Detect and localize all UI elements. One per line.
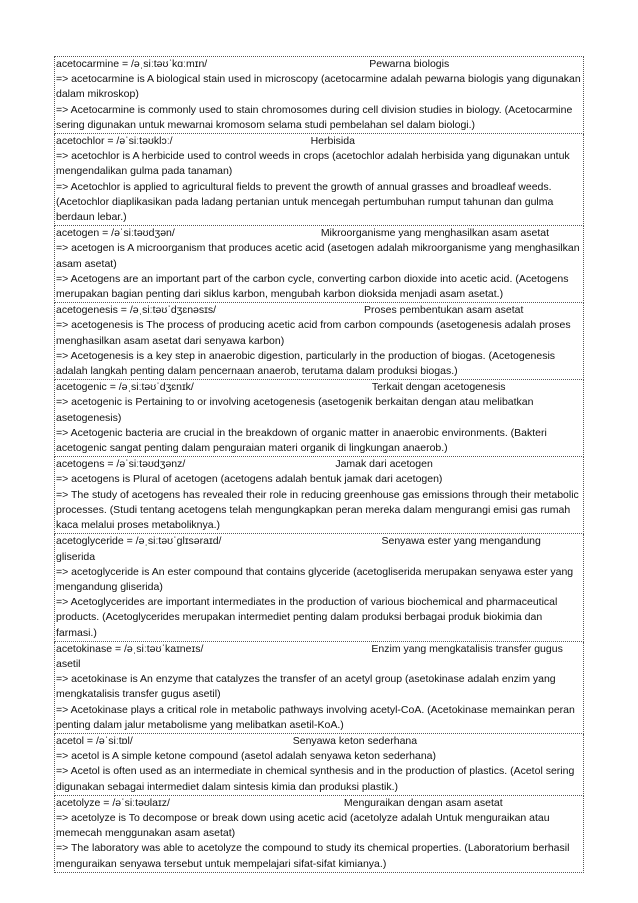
entry-definition: => acetochlor is A herbicide used to control weeds in crops (acetochlor adalah herbisida yang digunakan untuk mengendalikan gulma pada tanaman) bbox=[56, 150, 570, 178]
entry-term-pronunciation: acetogen = /əˈsiːtəʊdʒən/ bbox=[56, 227, 175, 240]
entry-example: => Acetogenesis is a key step in anaerobic digestion, particularly in the production of biogas. (Acetogenesis adalah langkah penting dalam pencernaan anaerob, terutama dalam produksi biogas.) bbox=[56, 349, 556, 378]
entry-term-pronunciation: acetoglyceride = /əˌsiːtəʊˈɡlɪsəraɪd/ bbox=[56, 535, 222, 548]
entry-example: => The laboratory was able to acetolyze the compound to study its chemical properties. (Laboratorium berhasil menguraikan senyawa tersebut untuk mempelajari sifat-sifat kimianya.) bbox=[56, 842, 570, 870]
glossary-entry bbox=[54, 134, 584, 226]
entry-meaning: Menguraikan dengan asam asetat bbox=[343, 796, 503, 809]
entry-definition: => acetogens is Plural of acetogen (acetogens adalah bentuk jamak dari acetogen) bbox=[56, 473, 443, 486]
entry-term-pronunciation: acetocarmine = /əˌsiːtəʊˈkɑːmɪn/ bbox=[56, 58, 208, 70]
entry-heading-line bbox=[56, 380, 582, 395]
entry-definition: => acetoglyceride is An ester compound that contains glyceride (acetogliserida merupakan senyawa ester yang mengandung gliserida) bbox=[56, 565, 574, 593]
entry-meaning: Pewarna biologis bbox=[369, 58, 450, 70]
entry-meaning: Proses pembentukan asam asetat bbox=[364, 304, 524, 317]
entry-heading-line bbox=[56, 226, 582, 241]
glossary-entry bbox=[54, 534, 584, 641]
glossary-entry bbox=[54, 226, 584, 303]
entry-term-pronunciation: acetokinase = /əˌsiːtəʊˈkaɪneɪs/ bbox=[56, 642, 204, 655]
entry-example: => Acetogenic bacteria are crucial in the breakdown of organic matter in anaerobic environments. (Bakteri acetogenic sangat penting dalam penguraian materi organik di lingkungan anaerob.) bbox=[56, 426, 547, 455]
entry-meaning: Herbisida bbox=[310, 135, 355, 148]
entry-heading-line bbox=[56, 57, 582, 72]
entry-heading-line bbox=[56, 303, 582, 318]
entry-term-pronunciation: acetogenic = /əˌsiːtəʊˈdʒɛnɪk/ bbox=[56, 381, 194, 394]
entry-term-pronunciation: acetochlor = /əˈsiːtəʊklɔː/ bbox=[56, 135, 173, 148]
glossary-entry bbox=[54, 457, 584, 534]
entry-example: => Acetol is often used as an intermediate in chemical synthesis and in the production of plastics. (Acetol sering digunakan sebagai intermediet dalam sintesis kimia dan produksi plastik.) bbox=[56, 765, 575, 793]
entry-term-pronunciation: acetolyze = /əˈsiːtəʊlaɪz/ bbox=[56, 796, 170, 809]
entry-definition: => acetolyze is To decompose or break down using acetic acid (acetolyze adalah Untuk menguraikan atau memecah menggunakan asam asetat) bbox=[56, 811, 550, 840]
entry-definition: => acetokinase is An enzyme that catalyzes the transfer of an acetyl group (asetokinase adalah enzim yang mengkatalisis transfer gugus asetil) bbox=[56, 673, 556, 701]
entry-heading-line bbox=[56, 796, 582, 811]
entry-term-pronunciation: acetogens = /əˈsiːtəʊdʒənz/ bbox=[56, 458, 186, 471]
entry-example: => Acetogens are an important part of the carbon cycle, converting carbon dioxide into acetic acid. (Acetogens merupakan bagian penting dari siklus karbon, mengubah karbon dioksida menjadi asam asetat.) bbox=[56, 272, 569, 301]
entry-meaning: Enzim yang mengkatalisis transfer gugus asetil bbox=[56, 642, 563, 670]
glossary-entry bbox=[54, 303, 584, 380]
entry-definition: => acetogenesis is The process of producing acetic acid from carbon compounds (asetogenesis adalah proses menghasilkan asam asetat dari senyawa karbon) bbox=[56, 319, 571, 347]
entry-meaning: Senyawa ester yang mengandung gliserida bbox=[56, 535, 541, 563]
glossary-entry bbox=[54, 734, 584, 796]
entry-definition: => acetogenic is Pertaining to or involving acetogenesis (asetogenik berkaitan dengan atau melibatkan asetogenesis) bbox=[56, 396, 534, 424]
entry-definition: => acetol is A simple ketone compound (asetol adalah senyawa keton sederhana) bbox=[56, 750, 436, 763]
entry-meaning: Jamak dari acetogen bbox=[335, 458, 433, 471]
entry-heading-line bbox=[56, 134, 582, 149]
entry-definition: => acetocarmine is A biological stain used in microscopy (acetocarmine adalah pewarna biologis yang digunakan dalam mikroskop) bbox=[56, 73, 581, 101]
entry-definition: => acetogen is A microorganism that produces acetic acid (asetogen adalah mikroorganisme yang menghasilkan asam asetat) bbox=[56, 242, 580, 270]
entry-example: => Acetokinase plays a critical role in metabolic pathways involving acetyl-CoA. (Acetokinase memainkan peran penting dalam jalur metabolisme yang melibatkan asetil-KoA.) bbox=[56, 703, 575, 731]
entry-term-pronunciation: acetogenesis = /əˌsiːtəʊˈdʒɛnəsɪs/ bbox=[56, 304, 217, 317]
glossary-entry bbox=[54, 642, 584, 734]
entry-meaning: Terkait dengan acetogenesis bbox=[371, 381, 506, 394]
entry-example: => Acetochlor is applied to agricultural fields to prevent the growth of annual grasses and broadleaf weeds. (Acetochlor diaplikasikan pada ladang pertanian untuk mencegah pertumbuhan rumput tahunan dan gulma berdaun lebar.) bbox=[56, 180, 554, 224]
entry-example: => Acetoglycerides are important intermediates in the production of various biochemical and pharmaceutical products. (Acetoglycerides merupakan intermediet penting dalam produksi berbagai produk biokimia dan farmasi.) bbox=[56, 596, 558, 639]
glossary-entry bbox=[54, 56, 584, 134]
entry-example: => Acetocarmine is commonly used to stain chromosomes during cell division studies in biology. (Acetocarmine sering digunakan untuk mewarnai kromosom selama studi pembelahan sel dalam biologi.) bbox=[56, 103, 573, 131]
entry-term-pronunciation: acetol = /əˈsiːtɒl/ bbox=[56, 734, 133, 747]
entry-example: => The study of acetogens has revealed their role in reducing greenhouse gas emissions through their metabolic processes. (Studi tentang acetogens telah mengungkapkan peran mereka dalam mengurangi emisi gas rumah kaca melalui proses metaboliknya.) bbox=[56, 488, 579, 532]
glossary-entry bbox=[54, 796, 584, 873]
entry-meaning: Mikroorganisme yang menghasilkan asam asetat bbox=[320, 227, 550, 240]
entry-heading-line bbox=[56, 534, 582, 564]
entry-heading-line bbox=[56, 642, 582, 672]
glossary-entry bbox=[54, 380, 584, 457]
entry-heading-line bbox=[56, 734, 582, 749]
entry-meaning: Senyawa keton sederhana bbox=[292, 734, 418, 747]
glossary-sheet bbox=[54, 56, 584, 873]
entry-heading-line bbox=[56, 457, 582, 472]
